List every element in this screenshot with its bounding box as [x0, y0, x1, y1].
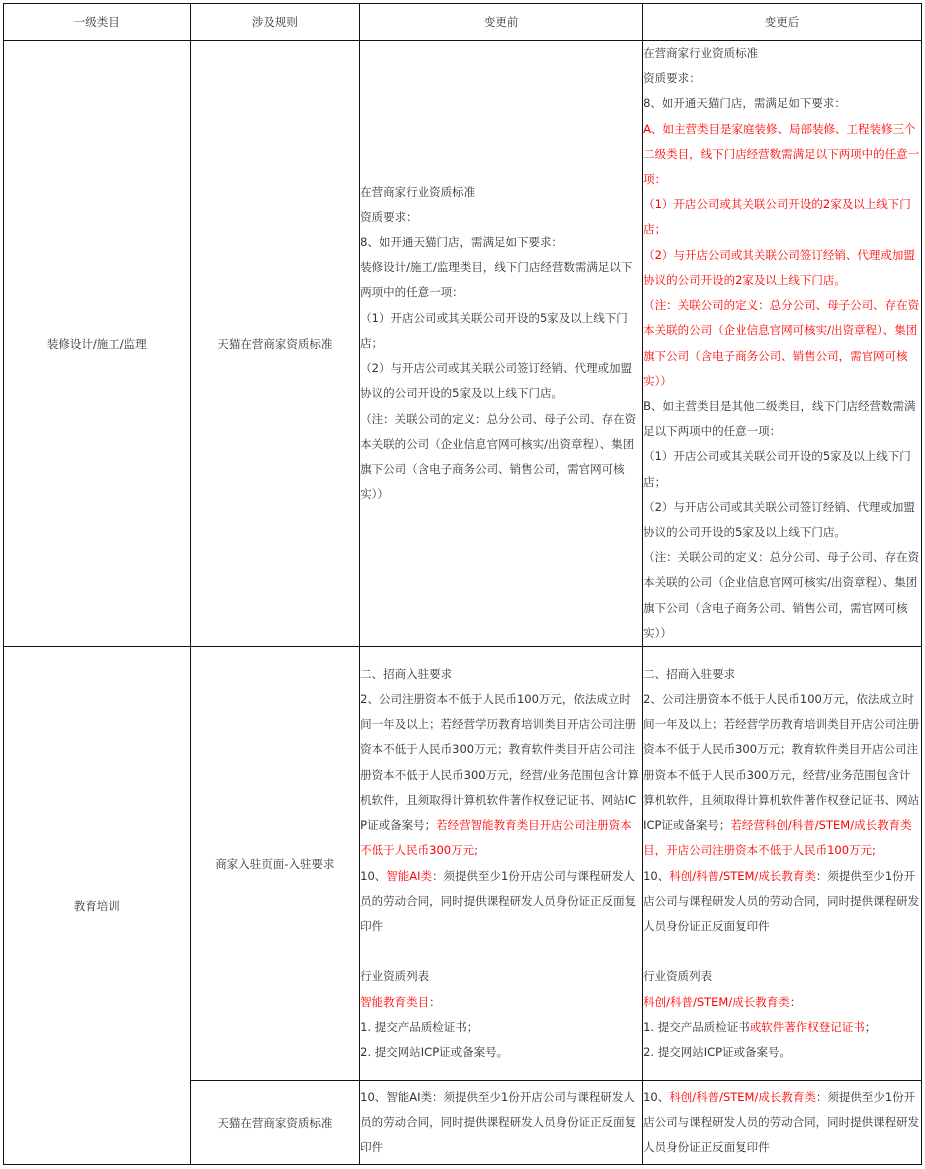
paragraph	[360, 356, 642, 406]
paragraph	[643, 66, 921, 91]
changed-text: A、如主营类目是家庭装修、局部装修、工程装修三个二级类目，线下门店经营数需满足以下两项中的任意一项：	[643, 121, 920, 187]
text: 2. 提交网站ICP证或备案号。	[643, 1044, 792, 1059]
paragraph	[643, 293, 921, 394]
paragraph	[360, 407, 642, 508]
header-before: 变更前	[360, 4, 643, 41]
paragraph	[360, 255, 642, 305]
text: 2. 提交网站ICP证或备案号。	[360, 1044, 509, 1059]
before-cell	[360, 647, 643, 1081]
text: 行业资质列表	[360, 969, 430, 984]
paragraph	[360, 230, 642, 255]
rule-cell: 天猫在营商家资质标准	[190, 1081, 360, 1165]
paragraph	[360, 662, 642, 687]
paragraph	[643, 662, 921, 687]
changed-text: 或软件著作权登记证书	[749, 1019, 865, 1034]
text: 8、如开通天猫门店，需满足如下要求：	[643, 96, 846, 111]
changed-text: 若经营智能教育类目开店公司注册资本不低于人民币300万元;	[360, 818, 632, 858]
text: （2）与开店公司或其关联公司签订经销、代理或加盟协议的公司开设的5家及以上线下门店。	[643, 499, 915, 539]
paragraph	[360, 939, 642, 964]
paragraph	[360, 964, 642, 989]
paragraph	[643, 495, 921, 545]
text: 1. 提交产品质检证书	[643, 1019, 750, 1034]
paragraph	[643, 964, 921, 989]
rule-cell: 商家入驻页面-入驻要求	[190, 647, 360, 1081]
paragraph	[643, 1015, 921, 1040]
text: B、如主营类目是其他二级类目，线下门店经营数需满足以下两项中的任意一项：	[643, 398, 916, 439]
paragraph	[360, 1040, 642, 1065]
changed-text: （注：关联公司的定义：总分公司、母子公司、存在资本关联的公司（企业信息官网可核实/出资章程）、集团旗下公司（含电子商务公司、销售公司，需官网可核实））	[643, 298, 920, 388]
paragraph	[643, 394, 921, 444]
text: 在营商家行业资质标准	[643, 46, 759, 61]
paragraph	[360, 205, 642, 230]
text: 行业资质列表	[643, 969, 713, 984]
paragraph	[643, 41, 921, 66]
after-cell	[643, 647, 922, 1081]
text: 装修设计/施工/监理类目，线下门店经营数需满足以下两项中的任意一项：	[360, 260, 633, 300]
header-after: 变更后	[643, 4, 922, 41]
paragraph	[360, 306, 642, 356]
changed-text: （1）开店公司或其关联公司开设的2家及以上线下门店；	[643, 197, 911, 237]
after-cell	[643, 41, 922, 647]
changed-text: （2）与开店公司或其关联公司签订经销、代理或加盟协议的公司开设的2家及以上线下门店。	[643, 247, 915, 287]
text: 二、招商入驻要求	[643, 666, 736, 681]
changed-text: 智能AI类	[386, 868, 433, 883]
changed-text: 科创/科普/STEM/成长教育类	[669, 868, 816, 883]
category-cell: 教育培训	[4, 647, 191, 1165]
text: 10、	[360, 868, 387, 883]
paragraph	[643, 1085, 921, 1161]
text: ：	[789, 994, 802, 1009]
paragraph	[360, 990, 642, 1015]
text: 资质要求：	[643, 71, 701, 86]
text: （注：关联公司的定义：总分公司、母子公司、存在资本关联的公司（企业信息官网可核实/出资章程）、集团旗下公司（含电子商务公司、销售公司，需官网可核实））	[360, 411, 637, 502]
text: 二、招商入驻要求	[360, 666, 453, 681]
table-row	[4, 647, 922, 1081]
paragraph	[643, 444, 921, 494]
category-cell: 装修设计/施工/监理	[4, 41, 191, 647]
text: 10、	[643, 1089, 670, 1104]
paragraph	[643, 545, 921, 646]
changed-text: 科创/科普/STEM/成长教育类	[669, 1089, 816, 1104]
paragraph	[360, 864, 642, 940]
header-row	[4, 4, 922, 41]
paragraph	[643, 192, 921, 242]
text: ：须提供至少1份开店公司与课程研发人员的劳动合同，同时提供课程研发人员身份证正反面复印件	[360, 868, 637, 933]
header-rule: 涉及规则	[190, 4, 360, 41]
text: ：	[429, 994, 441, 1009]
text: （1）开店公司或其关联公司开设的5家及以上线下门店；	[360, 310, 628, 350]
after-cell	[643, 1081, 922, 1165]
text: ：须提供至少1份开店公司与课程研发人员的劳动合同，同时提供课程研发人员身份证正反面复印件	[643, 1089, 920, 1155]
text: ：须提供至少1份开店公司与课程研发人员的劳动合同，同时提供课程研发人员身份证正反面复印件	[643, 868, 920, 933]
text: 2、公司注册资本不低于人民币100万元，依法成立时间一年及以上；若经营学历教育培训类目开店公司注册资本不低于人民币300万元；教育软件类目开店公司注册资本不低于人民币300万元，经营/业务范围包含计算机软件，且须取得计算机软件著作权登记证书、网站ICP证或备案号；	[360, 692, 639, 833]
text: （2）与开店公司或其关联公司签订经销、代理或加盟协议的公司开设的5家及以上线下门店。	[360, 361, 632, 401]
text: 资质要求：	[360, 209, 418, 224]
before-cell	[360, 1081, 643, 1165]
text: 10、	[643, 868, 670, 883]
table-row	[4, 41, 922, 647]
text: 在营商家行业资质标准	[360, 184, 476, 199]
paragraph	[643, 990, 921, 1015]
paragraph	[643, 1040, 921, 1065]
paragraph	[360, 687, 642, 863]
changed-text: 科创/科普/STEM/成长教育类	[643, 994, 790, 1009]
paragraph	[643, 243, 921, 293]
text: 10、智能AI类：须提供至少1份开店公司与课程研发人员的劳动合同，同时提供课程研发人员身份证正反面复印件	[360, 1089, 637, 1155]
text: ；	[864, 1019, 877, 1034]
paragraph	[643, 91, 921, 116]
header-category: 一级类目	[4, 4, 191, 41]
paragraph	[360, 1085, 642, 1161]
rule-cell: 天猫在营商家资质标准	[190, 41, 360, 647]
changed-text: 智能教育类目	[360, 994, 430, 1009]
paragraph	[643, 864, 921, 940]
paragraph	[360, 180, 642, 205]
paragraph	[643, 117, 921, 193]
text: 1. 提交产品质检证书；	[360, 1019, 479, 1034]
before-cell	[360, 41, 643, 647]
text: （1）开店公司或其关联公司开设的5家及以上线下门店；	[643, 449, 911, 489]
text: 8、如开通天猫门店，需满足如下要求：	[360, 235, 563, 250]
changed-text: 若经营科创/科普/STEM/成长教育类目，开店公司注册资本不低于人民币100万元;	[643, 818, 912, 858]
paragraph	[643, 939, 921, 964]
text: 2、公司注册资本不低于人民币100万元，依法成立时间一年及以上；若经营学历教育培训类目开店公司注册资本不低于人民币300万元；教育软件类目开店公司注册资本不低于人民币300万元，经营/业务范围包含计算机软件，且须取得计算机软件著作权登记证书、网站ICP证或备案号；	[643, 692, 920, 833]
paragraph	[643, 687, 921, 863]
rule-change-table	[3, 3, 922, 1165]
text: （注：关联公司的定义：总分公司、母子公司、存在资本关联的公司（企业信息官网可核实/出资章程）、集团旗下公司（含电子商务公司、销售公司，需官网可核实））	[643, 550, 920, 640]
paragraph	[360, 1015, 642, 1040]
